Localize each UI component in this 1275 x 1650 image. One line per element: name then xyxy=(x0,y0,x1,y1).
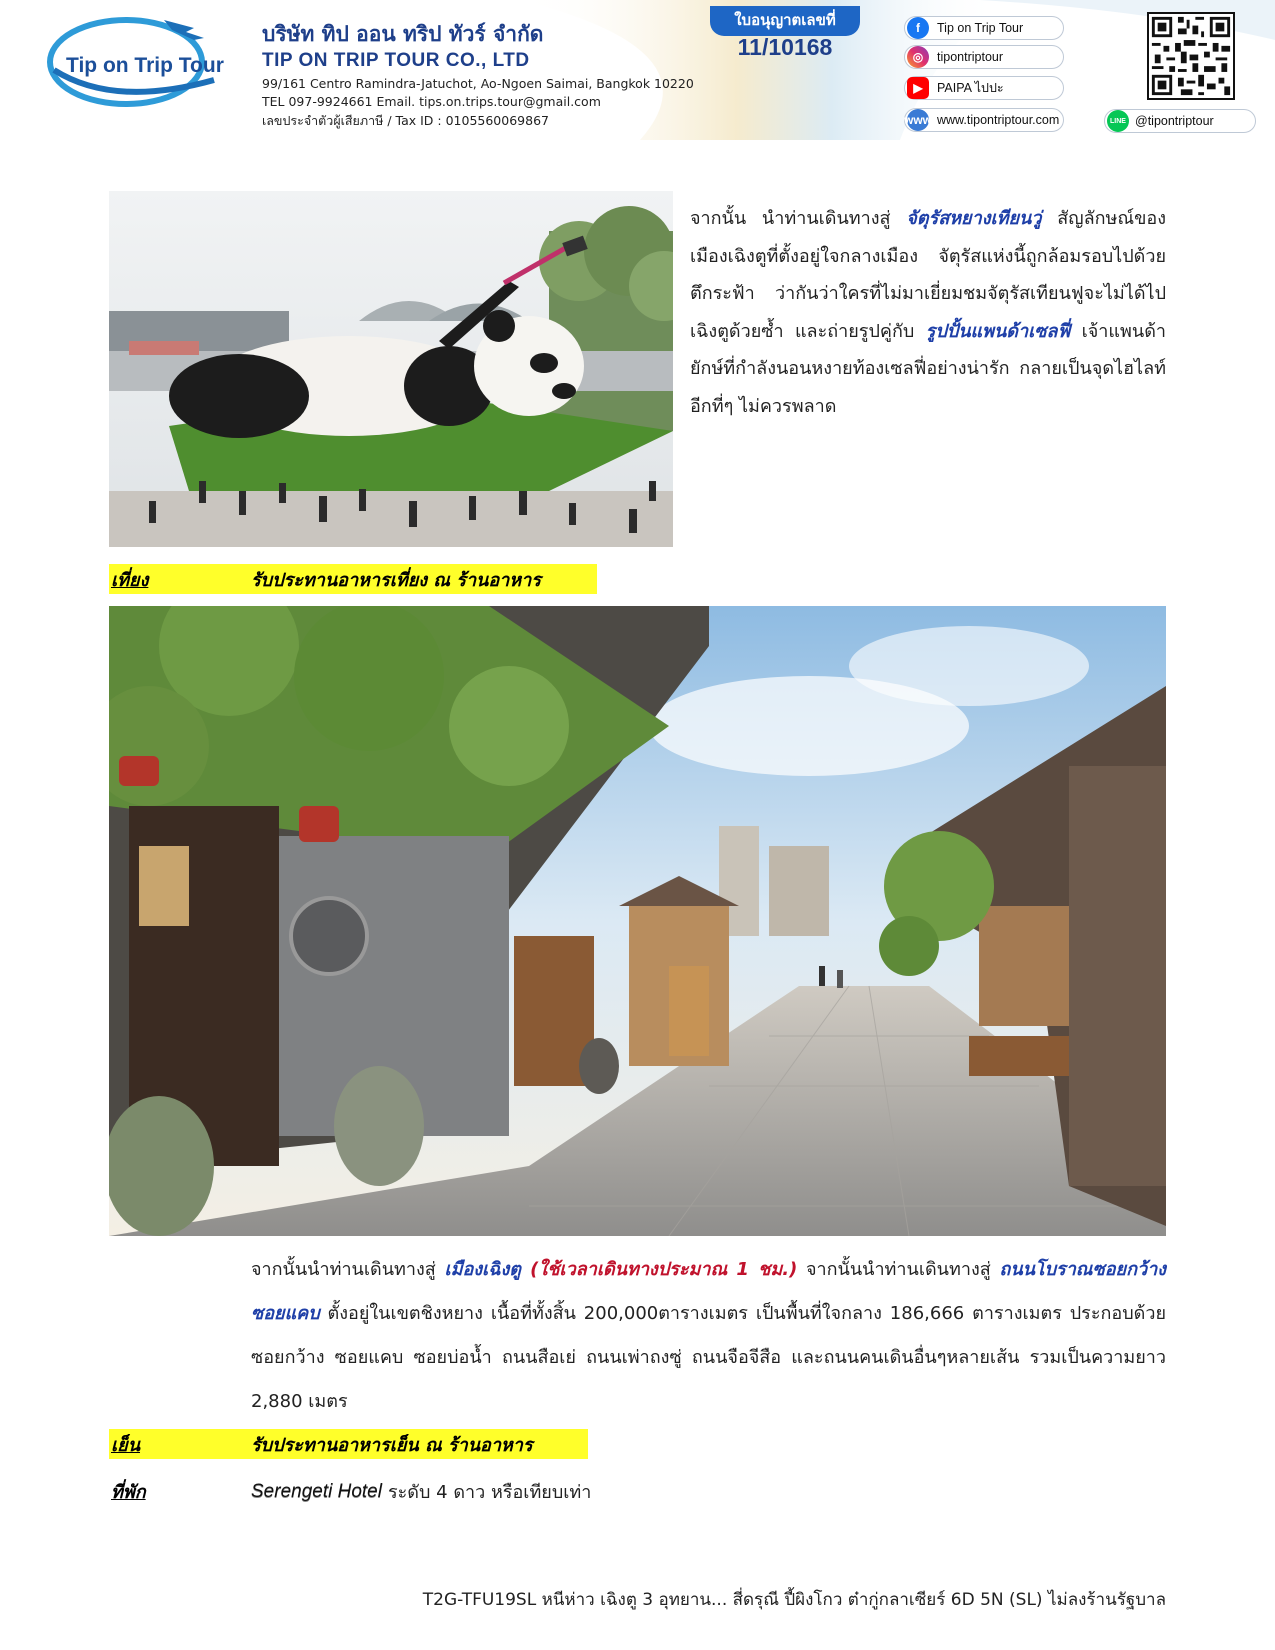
place-panda-selfie-statue: รูปปั้นแพนด้าเซลฟี่ xyxy=(925,320,1071,342)
program-footer: T2G-TFU19SL หนีห่าว เฉิงตู 3 อุทยาน... สี่ดรุณี ปี้ผิงโกว ต๋ากู่กลาเซียร์ 6D 5N (SL) ไม่ลงร้านรัฐบาล xyxy=(422,1590,1166,1610)
kuanzhai-alley-photo xyxy=(109,606,1166,1236)
hotel-rating: ระดับ 4 ดาว หรือเทียบเท่า xyxy=(387,1482,592,1503)
section1-text-before: จากนั้น นำท่านเดินทางสู่ xyxy=(690,208,907,229)
place-yangtianwu-square: จัตุรัสหยางเทียนวู่ xyxy=(906,208,1042,229)
facebook-link[interactable] xyxy=(904,16,1064,40)
instagram-link[interactable] xyxy=(904,45,1064,69)
logo-text: Tip on Trip Tour xyxy=(66,54,224,77)
hotel-label: ที่พัก xyxy=(111,1482,146,1503)
instagram-label: tipontriptour xyxy=(937,50,1004,64)
hotel-row xyxy=(109,1477,591,1506)
web-icon: www xyxy=(907,109,929,131)
company-name-english: TIP ON TRIP TOUR CO., LTD xyxy=(262,50,530,71)
license-number: 11/10168 xyxy=(737,34,833,60)
dinner-row xyxy=(109,1429,588,1459)
section2-text-before: จากนั้นนำท่านเดินทางสู่ xyxy=(251,1259,445,1280)
place-chengdu-city: เมืองเฉิงตู xyxy=(444,1259,521,1280)
facebook-icon: f xyxy=(907,17,929,39)
section2-text-after: ตั้งอยู่ในเขตชิงหยาง เนื้อที่ทั้งสิ้น 200,000ตารางเมตร เป็นพื้นที่ใจกลาง 186,666 ตารางเมตร ประกอบด้วยซอยกว้าง ซอยแคบ ซอยบ่อน้ำ ถนนสือเย่ ถนนเพ่าถงซู่ ถนนจือจีสือ และถนนคนเดินอื่นๆหลายเส้น รวมเป็นความยาว 2,880 เมตร xyxy=(251,1303,1166,1412)
section1-text-mid: สัญลักษณ์ของเมืองเฉิงตูที่ตั้งอยู่ใจกลางเมือง จัตุรัสแห่งนี้ถูกล้อมรอบไปด้วยตึกระฟ้า ว่ากันว่าใครที่ไม่มาเยี่ยมชมจัตุรัสเทียนฟูจะไม่ได้ไปเฉิงตูด้วยซ้ำ และถ่ายรูปคู่กับ xyxy=(690,208,1166,342)
company-tax-id: เลขประจำตัวผู้เสียภาษี / Tax ID : 0105560069867 xyxy=(262,113,549,128)
line-link[interactable] xyxy=(1104,109,1256,133)
lunch-value: รับประทานอาหารเที่ยง ณ ร้านอาหาร xyxy=(251,569,541,591)
line-label: @tipontriptour xyxy=(1135,114,1214,128)
company-name-thai: บริษัท ทิป ออน ทริป ทัวร์ จำกัด xyxy=(262,22,544,46)
dinner-label: เย็น xyxy=(111,1434,141,1456)
qr-code[interactable] xyxy=(1147,12,1235,100)
letterhead xyxy=(0,0,1275,140)
kuanzhai-alley-description xyxy=(251,1248,1166,1424)
yangtianwu-square-description xyxy=(690,200,1166,425)
section1-text-after: เจ้าแพนด้ายักษ์ที่กำลังนอนหงายท้องเซลฟี่อย่างน่ารัก กลายเป็นจุดไฮไลท์อีกที่ๆ ไม่ควรพลาด xyxy=(690,320,1166,417)
youtube-link[interactable] xyxy=(904,76,1064,100)
lunch-row xyxy=(109,564,597,594)
facebook-label: Tip on Trip Tour xyxy=(937,21,1024,35)
hotel-name: Serengeti Hotel xyxy=(251,1480,382,1502)
company-address: 99/161 Centro Ramindra-Jatuchot, Ao-Ngoen Saimai, Bangkok 10220 xyxy=(262,76,694,91)
place-kuanzhai-alley: ถนนโบราณซอยกว้างซอยแคบ xyxy=(251,1259,1166,1324)
lunch-label: เที่ยง xyxy=(111,569,149,591)
company-logo xyxy=(44,10,234,110)
panda-selfie-photo xyxy=(109,191,673,547)
section2-text-mid: จากนั้นนำท่านเดินทางสู่ xyxy=(797,1259,1000,1280)
line-icon: LINE xyxy=(1107,110,1129,132)
license-label: ใบอนุญาตเลขที่ xyxy=(710,6,860,36)
dinner-value: รับประทานอาหารเย็น ณ ร้านอาหาร xyxy=(251,1434,533,1456)
youtube-icon: ▶ xyxy=(907,77,929,99)
youtube-label: PAIPA ไปปะ xyxy=(937,81,1004,95)
travel-duration: (ใช้เวลาเดินทางประมาณ 1 ชม.) xyxy=(520,1259,798,1280)
website-link[interactable] xyxy=(904,108,1064,132)
website-label: www.tipontriptour.com xyxy=(937,113,1060,127)
company-contact: TEL 097-9924661 Email. tips.on.trips.tour@gmail.com xyxy=(262,94,601,109)
instagram-icon: ◎ xyxy=(907,46,929,68)
